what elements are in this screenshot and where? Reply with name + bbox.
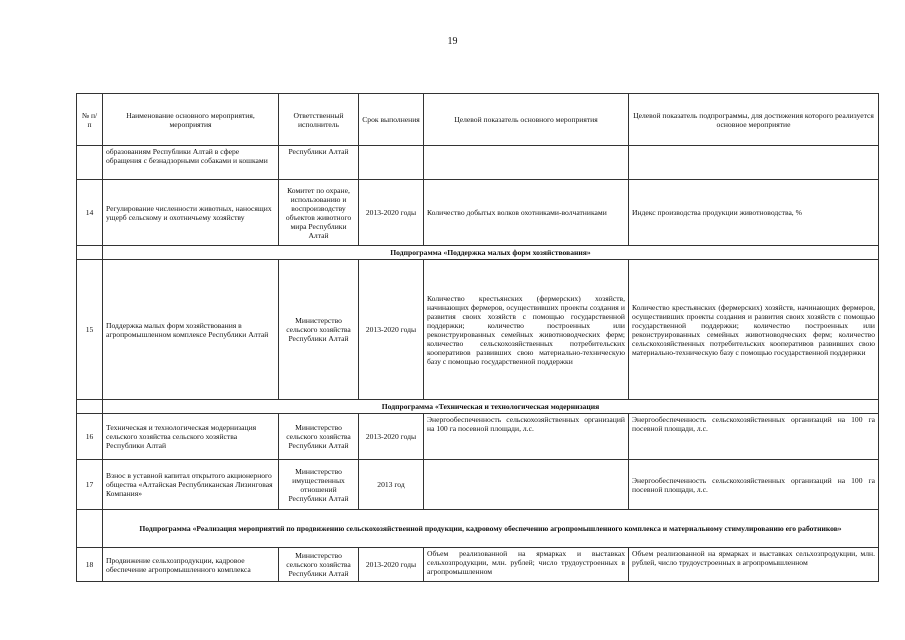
header-target: Целевой показатель основного мероприятия: [424, 94, 629, 146]
table-row: [77, 260, 879, 400]
subprogram-row: [77, 510, 879, 548]
cell-sub-target: Энергообеспеченность сельскохозяйственных организаций на 100 га посевной площади, л.с.: [629, 460, 879, 510]
cell-term: [359, 146, 424, 180]
table-row: [77, 180, 879, 246]
cell-target: Количество крестьянских (фермерских) хозяйств, начинающих фермеров, осуществивших проекты создания и развития своих хозяйств с помощью государственной поддержки; количество построенных или реконструированных семейных животноводческих ферм; количество сельскохозяйственных потребительских кооперативов развивших свою материально-техническую базу с помощью государственной поддержки: [424, 260, 629, 400]
table-row: [77, 414, 879, 460]
cell-executor: Министерство сельского хозяйства Республики Алтай: [279, 414, 359, 460]
cell-name: образованиям Республики Алтай в сфере обращения с безнадзорными собаками и кошками: [103, 146, 279, 180]
cell-sub-target: Объем реализованной на ярмарках и выставках сельхозпродукции, млн. рублей, число трудоустроенных в агропромышленном: [629, 548, 879, 582]
table-row: [77, 548, 879, 582]
cell-target: Объем реализованной на ярмарках и выставках сельхозпродукции, млн. рублей; число трудоустроенных в агропромышленном: [424, 548, 629, 582]
table-row: [77, 146, 879, 180]
cell-sub-target: Индекс производства продукции животноводства, %: [629, 180, 879, 246]
header-term: Срок выполнения: [359, 94, 424, 146]
cell-name: Регулирование численности животных, наносящих ущерб сельскому и охотничьему хозяйству: [103, 180, 279, 246]
cell-num: 15: [77, 260, 103, 400]
cell-num: 18: [77, 548, 103, 582]
cell-executor: Министерство имущественных отношений Республики Алтай: [279, 460, 359, 510]
subprogram-row: [77, 400, 879, 414]
cell-executor: Министерство сельского хозяйства Республики Алтай: [279, 548, 359, 582]
measures-table: [76, 93, 879, 582]
cell-sub-target: Количество крестьянских (фермерских) хозяйств, начинающих фермеров, осуществивших проекты создания и развития своих хозяйств с помощью государственной поддержки; количество построенных или реконструированных семейных животноводческих ферм; количество сельскохозяйственных потребительских кооперативов развивших свою материально-техническую базу с помощью государственной поддержки: [629, 260, 879, 400]
cell-num: [77, 400, 103, 414]
cell-num: [77, 246, 103, 260]
cell-term: 2013-2020 годы: [359, 414, 424, 460]
header-num: № п/п: [77, 94, 103, 146]
cell-executor: Республики Алтай: [279, 146, 359, 180]
cell-name: Продвижение сельхозпродукции, кадровое обеспечение агропромышленного комплекса: [103, 548, 279, 582]
cell-name: Взнос в уставной капитал открытого акционерного общества «Алтайская Республиканская Лизинговая Компания»: [103, 460, 279, 510]
cell-num: 16: [77, 414, 103, 460]
cell-num: 17: [77, 460, 103, 510]
cell-term: 2013-2020 годы: [359, 180, 424, 246]
cell-num: [77, 146, 103, 180]
cell-name: Техническая и технологическая модернизация сельского хозяйства сельского хозяйства Республики Алтай: [103, 414, 279, 460]
cell-num: [77, 510, 103, 548]
cell-sub-target: Энергообеспеченность сельскохозяйственных организаций на 100 га посевной площади, л.с.: [629, 414, 879, 460]
subprogram-title: Подпрограмма «Реализация мероприятий по продвижению сельскохозяйственной продукции, кадровому обеспечению агропромышленного комплекса и материальному стимулированию его работников»: [103, 510, 879, 548]
cell-name: Поддержка малых форм хозяйствования в агропромышленном комплексе Республики Алтай: [103, 260, 279, 400]
cell-target: [424, 146, 629, 180]
cell-executor: Комитет по охране, использованию и воспроизводству объектов животного мира Республики Алтай: [279, 180, 359, 246]
cell-term: 2013-2020 годы: [359, 548, 424, 582]
table-row: [77, 460, 879, 510]
header-name: Наименование основного мероприятия, мероприятия: [103, 94, 279, 146]
cell-target: Количество добытых волков охотниками-волчатниками: [424, 180, 629, 246]
table-header-row: [77, 94, 879, 146]
cell-sub-target: [629, 146, 879, 180]
cell-term: 2013-2020 годы: [359, 260, 424, 400]
subprogram-row: [77, 246, 879, 260]
cell-num: 14: [77, 180, 103, 246]
cell-executor: Министерство сельского хозяйства Республики Алтай: [279, 260, 359, 400]
subprogram-title: Подпрограмма «Поддержка малых форм хозяйствования»: [103, 246, 879, 260]
subprogram-title: Подпрограмма «Техническая и технологическая модернизация: [103, 400, 879, 414]
cell-target: Энергообеспеченность сельскохозяйственных организаций на 100 га посевной площади, л.с.: [424, 414, 629, 460]
cell-term: 2013 год: [359, 460, 424, 510]
header-sub-target: Целевой показатель подпрограммы, для достижения которого реализуется основное мероприятие: [629, 94, 879, 146]
page-number: 19: [447, 36, 458, 47]
header-executor: Ответственный исполнитель: [279, 94, 359, 146]
cell-target: [424, 460, 629, 510]
